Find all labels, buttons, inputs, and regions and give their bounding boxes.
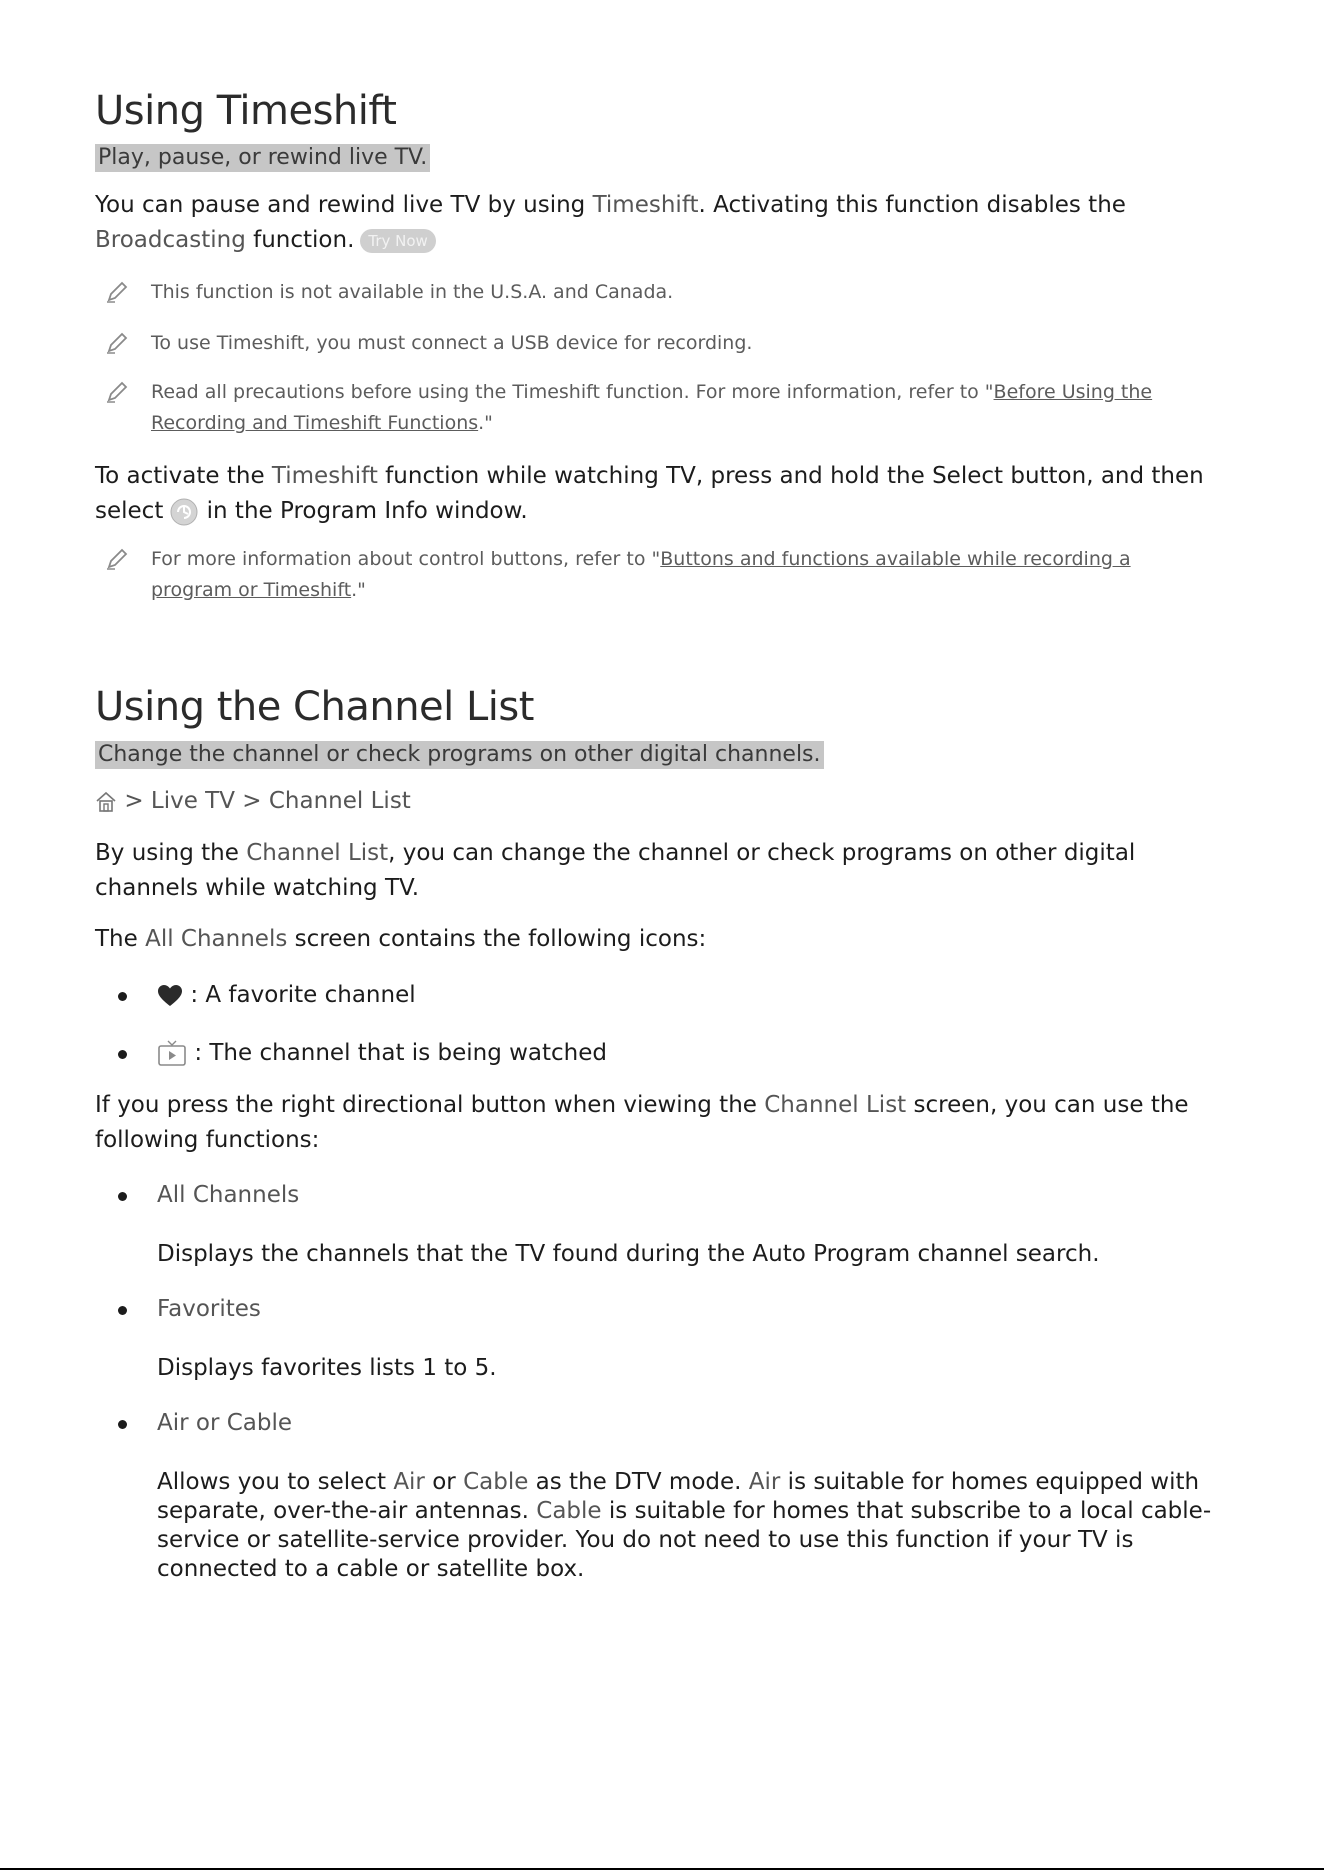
bullet [118, 992, 127, 1001]
intro-text: By using the [95, 840, 247, 866]
note-control-buttons [105, 544, 1205, 606]
air-term: Air [748, 1469, 781, 1495]
section-subtitle-timeshift: Play, pause, or rewind live TV. [95, 144, 430, 172]
note-text-part: ." [478, 412, 493, 434]
intro-text: function. [245, 227, 355, 253]
breadcrumb-live-tv: Live TV [150, 788, 235, 814]
timeshift-icon [169, 497, 199, 527]
intro-text: , you can change the channel or check programs on other digital channels while watching TV. [95, 840, 1136, 901]
watching-icon-item [157, 1036, 1237, 1071]
note-text: To use Timeshift, you must connect a USB device for recording. [151, 332, 753, 354]
breadcrumb [95, 784, 1235, 819]
bullet [118, 1050, 127, 1059]
desc-text: as the DTV mode. [528, 1469, 749, 1495]
note-usb [105, 328, 1205, 359]
icons-intro-text: screen contains the following icons: [287, 926, 707, 952]
timeshift-term: Timeshift [592, 192, 699, 218]
try-now-button[interactable]: Try Now [360, 229, 435, 253]
bullet [118, 1306, 127, 1315]
note-text-part: ." [351, 579, 366, 601]
bullet [118, 1420, 127, 1429]
note-text: This function is not available in the U.S.A. and Canada. [151, 281, 674, 303]
note-text [105, 544, 1205, 606]
air-term: Air [393, 1469, 425, 1495]
note-text-part: Read all precautions before using the Timeshift function. For more information, refer to " [151, 381, 994, 403]
note-text-part: For more information about control buttons, refer to " [151, 548, 661, 570]
favorite-icon-item [157, 978, 1237, 1013]
functions-intro-text: screen, you can use the following functions: [95, 1092, 1189, 1153]
breadcrumb-channel-list: Channel List [268, 788, 411, 814]
note-text [105, 377, 1205, 439]
icons-intro [95, 922, 1235, 957]
function-air-or-cable: Air or Cable [157, 1410, 293, 1436]
breadcrumb-separator: > [242, 788, 262, 814]
functions-intro-text: If you press the right directional button when viewing the [95, 1092, 765, 1118]
broadcasting-term: Broadcasting [95, 227, 246, 253]
timeshift-intro [95, 188, 1235, 258]
pencil-icon [105, 331, 129, 355]
desc-text: is suitable for homes that subscribe to a local cable-service or satellite-service provider. You do not need to use this function if your TV is connected to a cable or satellite box. [157, 1498, 1212, 1582]
activate-text: function while watching TV, press and hold the Select button, and then select [95, 463, 1204, 524]
intro-text: You can pause and rewind live TV by using [95, 192, 593, 218]
function-all-channels-desc: Displays the channels that the TV found during the Auto Program channel search. [157, 1241, 1100, 1267]
timeshift-term: Timeshift [271, 463, 378, 489]
icons-intro-text: The [95, 926, 146, 952]
function-favorites: Favorites [157, 1296, 261, 1322]
desc-text: Allows you to select [157, 1469, 394, 1495]
tv-icon [157, 1040, 187, 1068]
favorite-icon-desc: : A favorite channel [190, 982, 416, 1008]
page-bottom-rule [0, 1868, 1324, 1870]
function-favorites-desc: Displays favorites lists 1 to 5. [157, 1355, 497, 1381]
watching-icon-desc: : The channel that is being watched [194, 1040, 608, 1066]
note-availability [105, 277, 1205, 308]
pencil-icon [105, 547, 129, 571]
before-using-recording-link[interactable]: Before Using the Recording and Timeshift Functions [151, 381, 1153, 434]
activate-text: To activate the [95, 463, 272, 489]
section-title-timeshift: Using Timeshift [95, 88, 397, 134]
section-subtitle-channel-list: Change the channel or check programs on other digital channels. [95, 741, 824, 769]
all-channels-term: All Channels [145, 926, 288, 952]
channel-list-intro [95, 836, 1235, 906]
activate-text: in the Program Info window. [199, 498, 528, 524]
heart-icon [157, 984, 183, 1008]
functions-intro [95, 1088, 1235, 1158]
section-title-channel-list: Using the Channel List [95, 684, 534, 730]
cable-term: Cable [536, 1498, 602, 1524]
channel-list-term: Channel List [764, 1092, 907, 1118]
desc-text: or [424, 1469, 464, 1495]
cable-term: Cable [463, 1469, 529, 1495]
function-all-channels: All Channels [157, 1182, 300, 1208]
breadcrumb-separator: > [124, 788, 144, 814]
bullet [118, 1192, 127, 1201]
channel-list-term: Channel List [246, 840, 389, 866]
desc-text: is suitable for homes equipped with separate, over-the-air antennas. [157, 1469, 1200, 1524]
home-icon [95, 791, 117, 813]
function-air-or-cable-desc [157, 1468, 1237, 1584]
pencil-icon [105, 380, 129, 404]
note-precautions [105, 377, 1205, 439]
timeshift-activate [95, 459, 1235, 529]
buttons-and-functions-link[interactable]: Buttons and functions available while recording a program or Timeshift [151, 548, 1131, 601]
pencil-icon [105, 280, 129, 304]
intro-text: . Activating this function disables the [698, 192, 1126, 218]
